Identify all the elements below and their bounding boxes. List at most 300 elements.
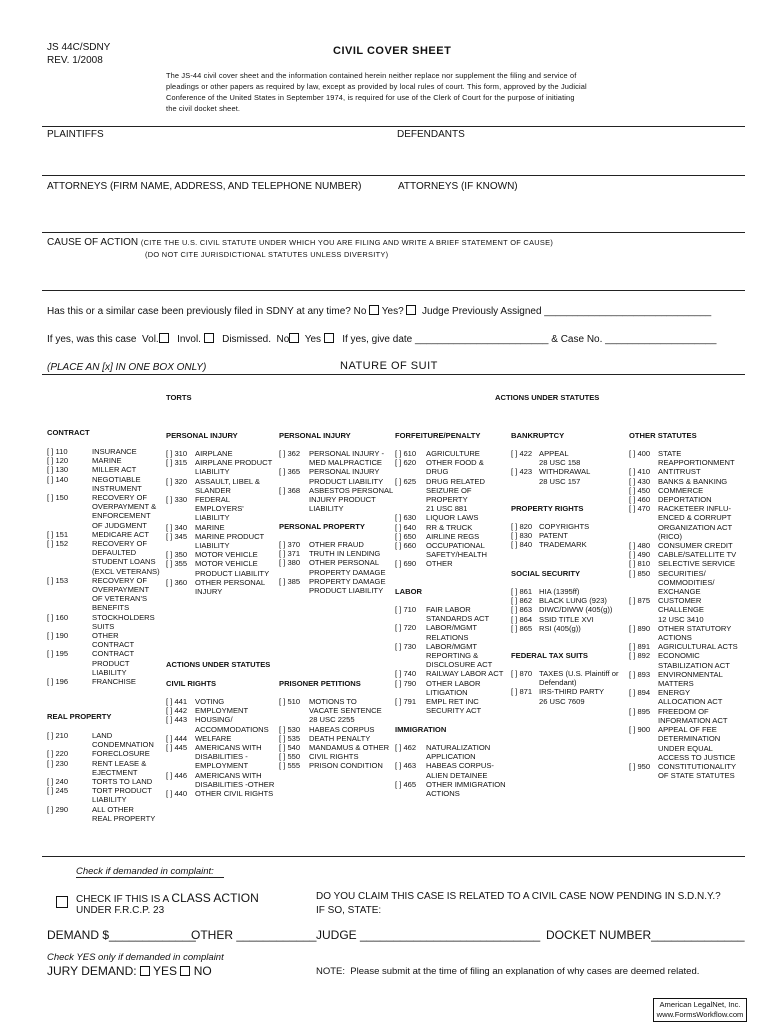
previously-filed-row: Has this or a similar case been previously filed in SDNY at any time? No Yes? Judge Previously Assigned ______________________________ — [47, 306, 712, 317]
case-type-label: OF JUDGMENT — [92, 520, 147, 530]
list-item[interactable] — [47, 631, 160, 640]
list-item[interactable] — [279, 449, 393, 458]
case-code: [ ] 315 — [166, 458, 188, 468]
list-item[interactable] — [395, 780, 506, 789]
list-item[interactable] — [47, 777, 155, 786]
case-code: [ ] 690 — [395, 559, 417, 569]
case-type-label: OTHER — [92, 631, 119, 641]
case-code: [ ] 310 — [166, 449, 188, 458]
case-code: [ ] 120 — [47, 456, 69, 466]
case-type-label: PRISON CONDITION — [309, 761, 383, 771]
list-item[interactable] — [395, 697, 503, 706]
case-type-label: AGRICULTURE — [426, 449, 480, 458]
case-type-label: AIRPLANE — [195, 449, 233, 458]
case-type-label: OTHER FRAUD — [309, 540, 364, 549]
list-item[interactable] — [511, 615, 612, 624]
list-item[interactable] — [279, 486, 393, 495]
case-code: [ ] 423 — [511, 467, 533, 477]
list-item[interactable] — [629, 624, 738, 633]
form-title: CIVIL COVER SHEET — [333, 45, 452, 57]
personal-property-list — [279, 540, 386, 595]
case-code — [511, 697, 539, 706]
list-item — [629, 771, 738, 780]
case-type-label: RECOVERY OF — [92, 539, 147, 549]
list-item[interactable] — [395, 458, 487, 467]
case-type-label: HOUSING/ — [195, 715, 233, 725]
case-type-label: CONDEMNATION — [92, 740, 154, 750]
list-item[interactable] — [629, 670, 738, 679]
case-type-label: MOTOR VEHICLE — [195, 550, 258, 560]
list-item[interactable] — [166, 715, 274, 724]
case-code — [395, 651, 426, 660]
list-item[interactable] — [395, 477, 487, 486]
list-item[interactable] — [279, 577, 386, 586]
case-type-label: EJECTMENT — [92, 767, 138, 777]
list-item[interactable] — [511, 605, 612, 614]
case-type-label: TRUTH IN LENDING — [309, 549, 381, 559]
case-type-label: LIABILITY — [92, 667, 127, 677]
list-item[interactable] — [511, 587, 612, 596]
case-code: [ ] 440 — [166, 789, 188, 799]
case-code: [ ] 625 — [395, 476, 417, 486]
case-type-label: Defendant) — [539, 678, 577, 688]
list-item[interactable] — [629, 449, 738, 458]
federal-tax-list — [511, 669, 618, 706]
case-type-label: MANDAMUS & OTHER — [309, 743, 390, 753]
judge-field[interactable]: JUDGE ___________________________ — [316, 928, 541, 942]
list-item — [629, 513, 738, 522]
list-item[interactable] — [511, 467, 590, 476]
list-item[interactable] — [166, 559, 272, 568]
case-code: [ ] 330 — [166, 495, 188, 505]
list-item[interactable] — [47, 731, 155, 740]
case-type-label: ENCED & CORRUPT — [658, 513, 732, 523]
property-rights-header: PROPERTY RIGHTS — [511, 504, 584, 513]
list-item[interactable] — [395, 559, 487, 568]
case-type-label: DEATH PENALTY — [309, 733, 371, 743]
form-revision: REV. 1/2008 — [47, 55, 103, 66]
place-x-instruction: (PLACE AN [x] IN ONE BOX ONLY) — [47, 362, 207, 373]
list-item[interactable] — [395, 541, 487, 550]
list-item[interactable] — [395, 623, 503, 632]
jury-yes-checkbox[interactable] — [140, 966, 150, 976]
case-code: [ ] 862 — [511, 596, 533, 606]
list-item[interactable] — [629, 541, 738, 550]
list-item[interactable] — [279, 752, 389, 761]
list-item[interactable] — [47, 447, 160, 456]
personal-injury-header: PERSONAL INJURY — [166, 431, 238, 440]
case-type-label: VACATE SENTENCE — [309, 706, 382, 716]
case-type-label: TORTS TO LAND — [92, 777, 153, 787]
case-type-label: 21 USC 881 — [426, 504, 468, 514]
case-type-label: PATENT — [539, 531, 568, 541]
case-type-label: SECURITY ACT — [426, 706, 482, 716]
demand-field[interactable]: DEMAND $_____________ — [47, 928, 196, 942]
list-item — [166, 569, 272, 578]
case-code: [ ] 445 — [166, 743, 188, 753]
list-item[interactable] — [395, 449, 487, 458]
list-item[interactable] — [395, 523, 487, 532]
list-item[interactable] — [47, 576, 160, 585]
case-code: [ ] 894 — [629, 688, 651, 698]
list-item — [279, 458, 393, 467]
case-type-label: PROPERTY — [426, 495, 468, 505]
list-item[interactable] — [47, 677, 160, 686]
list-item[interactable] — [629, 495, 738, 504]
case-code: [ ] 150 — [47, 493, 69, 503]
list-item[interactable] — [511, 669, 618, 678]
case-type-label: FORECLOSURE — [92, 749, 150, 759]
list-item[interactable] — [629, 651, 738, 660]
list-item — [511, 477, 590, 486]
list-item — [279, 495, 393, 504]
vol-checkbox[interactable] — [159, 333, 169, 343]
case-code — [629, 578, 658, 587]
case-code — [629, 716, 658, 725]
list-item[interactable] — [629, 642, 738, 651]
case-code: [ ] 710 — [395, 605, 417, 614]
case-type-label: LIQUOR LAWS — [426, 513, 479, 523]
no-checkbox[interactable] — [369, 305, 379, 315]
case-code: [ ] 460 — [629, 495, 651, 505]
case-type-label: LIABILITY — [195, 467, 230, 477]
case-code — [166, 486, 195, 495]
case-type-label: WITHDRAWAL — [539, 467, 591, 477]
list-item[interactable] — [511, 449, 590, 458]
case-type-label: INFORMATION ACT — [658, 715, 728, 725]
list-item[interactable] — [395, 743, 506, 752]
list-item[interactable] — [629, 569, 738, 578]
case-code — [47, 557, 92, 566]
list-item — [629, 587, 738, 596]
case-code: [ ] 610 — [395, 449, 417, 458]
case-type-label: HABEAS CORPUS — [309, 724, 375, 734]
case-type-label: CONSTITUTIONALITY — [658, 761, 737, 771]
case-code: [ ] 530 — [279, 724, 301, 734]
list-item[interactable] — [629, 762, 738, 771]
case-code: [ ] 510 — [279, 697, 301, 706]
class-action-checkbox[interactable] — [56, 896, 68, 908]
list-item[interactable] — [511, 531, 589, 540]
case-code — [47, 521, 92, 530]
list-item — [629, 532, 738, 541]
list-item[interactable] — [511, 687, 618, 696]
case-type-label: INSTRUMENT — [92, 483, 142, 493]
list-item[interactable] — [47, 539, 160, 548]
list-item — [279, 568, 386, 577]
case-type-label: UNDER EQUAL — [658, 743, 713, 753]
list-item — [47, 659, 160, 668]
real-property-list — [47, 731, 155, 823]
case-code — [395, 660, 426, 669]
case-code — [395, 706, 426, 715]
case-type-label: FREEDOM OF — [658, 706, 709, 716]
list-item[interactable] — [47, 475, 160, 484]
case-type-label: SAFETY/HEALTH — [426, 550, 488, 560]
case-code: [ ] 362 — [279, 449, 301, 458]
list-item[interactable] — [166, 523, 272, 532]
case-type-label: STABILIZATION ACT — [658, 660, 730, 670]
check-demanded-label: Check if demanded in complaint: — [76, 866, 214, 877]
list-item — [395, 688, 503, 697]
case-code: [ ] 791 — [395, 697, 417, 707]
case-type-label: COMMERCE — [658, 485, 704, 495]
case-code — [47, 511, 92, 520]
divider — [42, 290, 745, 291]
case-type-label: LABOR/MGMT — [426, 641, 478, 651]
case-code: [ ] 861 — [511, 587, 533, 596]
list-item — [166, 752, 274, 761]
case-code: [ ] 810 — [629, 559, 651, 569]
case-type-label: PERSONAL INJURY - — [309, 449, 384, 458]
case-type-label: APPLICATION — [426, 752, 476, 762]
case-code: [ ] 400 — [629, 449, 651, 458]
list-item — [629, 744, 738, 753]
list-item[interactable] — [279, 697, 389, 706]
list-item[interactable] — [511, 522, 589, 531]
case-code — [629, 661, 658, 670]
list-item[interactable] — [47, 649, 160, 658]
list-item[interactable] — [47, 749, 155, 758]
list-item[interactable] — [395, 642, 503, 651]
case-code: [ ] 730 — [395, 641, 417, 651]
list-item[interactable] — [395, 513, 487, 522]
invol-checkbox[interactable] — [204, 333, 214, 343]
case-type-label: AMERICANS WITH — [195, 770, 262, 780]
case-type-label: CONTRACT — [92, 640, 135, 650]
list-item[interactable] — [629, 688, 738, 697]
case-type-label: ASBESTOS PERSONAL — [309, 485, 394, 495]
case-type-label: 26 USC 7609 — [539, 696, 585, 706]
list-item[interactable] — [166, 697, 274, 706]
list-item[interactable] — [279, 725, 389, 734]
list-item[interactable] — [629, 550, 738, 559]
social-security-list — [511, 587, 612, 633]
list-item[interactable] — [629, 477, 738, 486]
docket-number-field[interactable]: DOCKET NUMBER______________ — [546, 928, 745, 942]
case-code: [ ] 790 — [395, 678, 417, 688]
case-type-label: TAXES (U.S. Plaintiff or — [539, 669, 619, 678]
list-item[interactable] — [279, 761, 389, 770]
list-item[interactable] — [166, 734, 274, 743]
case-code: [ ] 441 — [166, 697, 188, 706]
yes-checkbox[interactable] — [406, 305, 416, 315]
case-code: [ ] 210 — [47, 731, 69, 740]
case-code — [395, 614, 426, 623]
case-code — [395, 486, 426, 495]
list-item[interactable] — [395, 679, 503, 688]
case-code — [629, 697, 658, 706]
case-type-label: RENT LEASE & — [92, 758, 147, 768]
list-item — [279, 477, 393, 486]
list-item[interactable] — [279, 540, 386, 549]
list-item[interactable] — [629, 467, 738, 476]
case-type-label: CIVIL RIGHTS — [309, 752, 359, 762]
case-code — [395, 550, 426, 559]
case-type-label: CUSTOMER — [658, 596, 702, 606]
list-item[interactable] — [166, 706, 274, 715]
list-item[interactable] — [279, 467, 393, 476]
list-item[interactable] — [629, 504, 738, 513]
case-code — [47, 622, 92, 631]
case-code: [ ] 422 — [511, 449, 533, 458]
case-type-label: LIABILITY — [92, 795, 127, 805]
case-type-label: VOTING — [195, 697, 225, 706]
case-code: [ ] 892 — [629, 651, 651, 661]
list-item[interactable] — [166, 550, 272, 559]
list-item[interactable] — [47, 613, 160, 622]
case-code — [629, 615, 658, 624]
case-type-label: OVERPAYMENT & — [92, 502, 157, 512]
actions-under-statutes-header: ACTIONS UNDER STATUTES — [495, 393, 600, 402]
list-item[interactable] — [166, 578, 272, 587]
case-type-label: MOTIONS TO — [309, 697, 357, 706]
list-item — [395, 706, 503, 715]
bankruptcy-list — [511, 449, 590, 486]
list-item[interactable] — [166, 771, 274, 780]
list-item[interactable] — [47, 493, 160, 502]
list-item[interactable] — [629, 707, 738, 716]
case-code: [ ] 345 — [166, 531, 188, 541]
case-code — [511, 678, 539, 687]
case-type-label: LIABILITY — [309, 504, 344, 514]
jury-demand-row: JURY DEMAND: YES NO — [47, 964, 212, 978]
list-item — [47, 795, 155, 804]
case-code: [ ] 540 — [279, 743, 301, 753]
list-item[interactable] — [47, 786, 155, 795]
list-item[interactable] — [279, 743, 389, 752]
case-code — [166, 569, 195, 578]
case-code — [395, 688, 426, 697]
case-code: [ ] 864 — [511, 614, 533, 624]
list-item[interactable] — [279, 558, 386, 567]
list-item[interactable] — [279, 734, 389, 743]
list-item[interactable] — [166, 458, 272, 467]
list-item[interactable] — [629, 486, 738, 495]
intro-paragraph: The JS-44 civil cover sheet and the information contained herein neither replace nor supplement the filing and service of pleadings or other papers as required by law, except as provided by local rules of court. This form, approved by the Judicial Conference of the United States in September 1974, is required for use of the Clerk of Court for the purpose of initiating the civil docket sheet. — [166, 71, 587, 113]
case-type-label: OF STATE STATUTES — [658, 771, 735, 781]
list-item[interactable] — [166, 532, 272, 541]
case-type-label: OVERPAYMENT — [92, 585, 150, 595]
case-type-label: DEFAULTED — [92, 548, 137, 558]
case-type-label: LIABILITY — [195, 513, 230, 523]
case-code: [ ] 320 — [166, 476, 188, 486]
case-code: [ ] 385 — [279, 576, 301, 586]
list-item[interactable] — [166, 789, 274, 798]
case-code: [ ] 465 — [395, 779, 417, 789]
list-item[interactable] — [629, 596, 738, 605]
case-type-label: 12 USC 3410 — [658, 614, 704, 624]
dismissed-yes-checkbox[interactable] — [324, 333, 334, 343]
case-code — [279, 504, 309, 513]
case-code: [ ] 840 — [511, 540, 533, 550]
list-item[interactable] — [395, 532, 487, 541]
case-type-label: MED MALPRACTICE — [309, 458, 382, 468]
list-item — [47, 511, 160, 520]
forfeiture-header: FORFEITURE/PENALTY — [395, 431, 481, 440]
list-item — [395, 771, 506, 780]
list-item[interactable] — [395, 761, 506, 770]
dismissed-no-checkbox[interactable] — [289, 333, 299, 343]
case-code — [629, 587, 658, 596]
other-field[interactable]: OTHER ____________ — [191, 928, 317, 942]
list-item[interactable] — [166, 495, 272, 504]
labor-header: LABOR — [395, 587, 422, 596]
case-type-label: CONTRACT — [92, 649, 135, 659]
list-item[interactable] — [47, 530, 160, 539]
list-item[interactable] — [395, 605, 503, 614]
list-item[interactable] — [629, 559, 738, 568]
jury-no-checkbox[interactable] — [180, 966, 190, 976]
case-type-label: WELFARE — [195, 733, 232, 743]
case-type-label: SELECTIVE SERVICE — [658, 559, 736, 569]
case-code — [47, 795, 92, 804]
real-property-header: REAL PROPERTY — [47, 712, 112, 721]
list-item[interactable] — [47, 759, 155, 768]
divider — [42, 374, 745, 375]
case-code: [ ] 900 — [629, 725, 651, 735]
list-item[interactable] — [511, 540, 589, 549]
case-type-label: STANDARDS ACT — [426, 614, 490, 624]
list-item — [629, 679, 738, 688]
list-item — [47, 640, 160, 649]
case-type-label: STOCKHOLDERS — [92, 612, 155, 622]
list-item[interactable] — [47, 805, 155, 814]
list-item[interactable] — [511, 624, 612, 633]
list-item — [47, 622, 160, 631]
case-code: [ ] 195 — [47, 649, 69, 659]
case-type-label: ALL OTHER — [92, 804, 134, 814]
case-code: [ ] 950 — [629, 761, 651, 771]
list-item — [47, 768, 155, 777]
list-item — [629, 615, 738, 624]
case-type-label: AMERICANS WITH — [195, 743, 262, 753]
list-item[interactable] — [166, 449, 272, 458]
list-item — [395, 633, 503, 642]
case-type-label: DISABILITIES - — [195, 752, 248, 762]
case-type-label: ENFORCEMENT — [92, 511, 151, 521]
case-code: [ ] 480 — [629, 541, 651, 551]
list-item[interactable] — [395, 669, 503, 678]
list-item[interactable] — [511, 596, 612, 605]
list-item[interactable] — [279, 549, 386, 558]
list-item — [629, 578, 738, 587]
list-item[interactable] — [47, 465, 160, 474]
prisoner-petitions-header: PRISONER PETITIONS — [279, 679, 361, 688]
list-item — [166, 467, 272, 476]
case-type-label: PERSONAL INJURY — [309, 467, 380, 477]
case-type-label: COPYRIGHTS — [539, 522, 590, 531]
case-code — [166, 504, 195, 513]
case-code — [47, 603, 92, 612]
case-code — [629, 523, 658, 532]
case-type-label: AIRLINE REGS — [426, 531, 480, 541]
case-code — [47, 594, 92, 603]
case-code: [ ] 443 — [166, 715, 188, 725]
list-item[interactable] — [166, 743, 274, 752]
case-type-label: BLACK LUNG (923) — [539, 596, 607, 606]
forfeiture-list — [395, 449, 487, 569]
list-item[interactable] — [629, 725, 738, 734]
list-item[interactable] — [47, 456, 160, 465]
case-code: [ ] 368 — [279, 485, 301, 495]
list-item[interactable] — [166, 477, 272, 486]
case-type-label: ACCOMMODATIONS — [195, 724, 269, 734]
list-item — [47, 557, 160, 566]
case-type-label: TORT PRODUCT — [92, 786, 152, 796]
case-code: [ ] 360 — [166, 577, 188, 587]
case-type-label: FEDERAL — [195, 495, 231, 505]
